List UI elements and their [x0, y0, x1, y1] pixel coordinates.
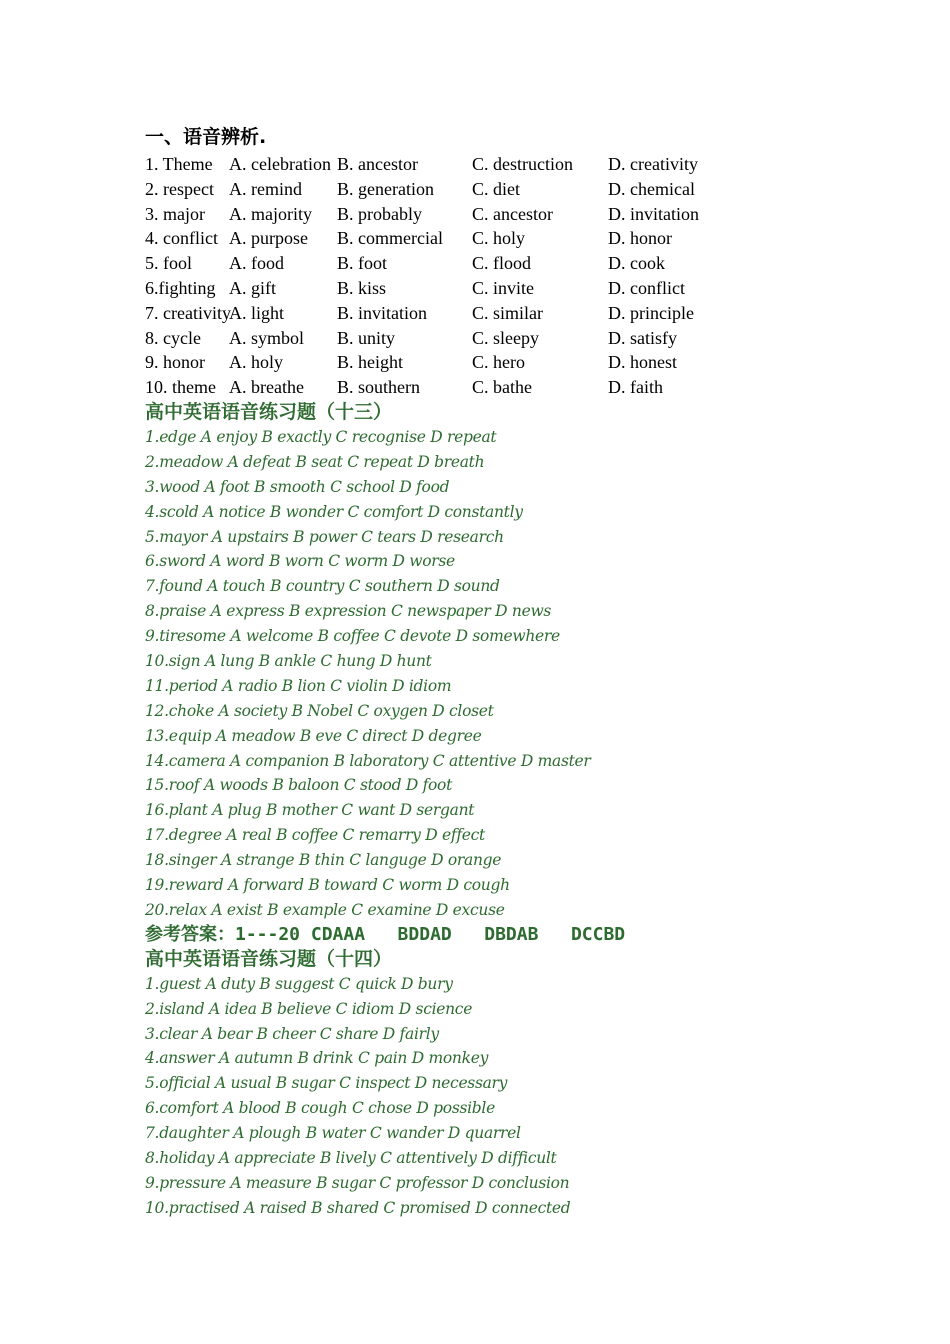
question-row: 1.guest A duty B suggest C quick D bury [145, 974, 453, 993]
option-C: C. invite [472, 277, 534, 298]
question-row [145, 251, 905, 276]
option-B: B. height [337, 352, 403, 373]
option-B: B. unity [337, 327, 396, 348]
question-word: 9. honor [145, 352, 205, 373]
option-B: B. kiss [337, 277, 387, 298]
option-C: C. bathe [472, 377, 532, 398]
question-row: 14.camera A companion B laboratory C attentive D master [145, 751, 591, 770]
option-A: A. gift [229, 277, 276, 298]
question-row: 18.singer A strange B thin C languge D orange [145, 851, 502, 870]
option-A: A. food [229, 253, 284, 274]
option-C: C. flood [472, 253, 532, 274]
question-row: 1.edge A enjoy B exactly C recognise D repeat [145, 427, 497, 446]
option-C: C. diet [472, 178, 520, 199]
option-B: B. invitation [337, 302, 427, 323]
question-row: 8.praise A express B expression C newspaper D news [145, 602, 552, 621]
question-row: 6.comfort A blood B cough C chose D possible [145, 1099, 495, 1118]
question-row: 16.plant A plug B mother C want D sergant [145, 801, 475, 820]
question-row: 20.relax A exist B example C examine D excuse [145, 900, 505, 919]
option-D: D. creativity [608, 154, 698, 174]
question-word: 8. cycle [145, 327, 201, 348]
option-A: A. remind [229, 178, 302, 199]
question-row: 13.equip A meadow B eve C direct D degree [145, 726, 482, 745]
option-D: D. cook [608, 253, 665, 274]
option-D: D. conflict [608, 277, 685, 298]
section-3-list [145, 972, 905, 1221]
question-row [145, 276, 905, 301]
question-row: 7.daughter A plough B water C wander D quarrel [145, 1124, 521, 1143]
section-2-title: 高中英语语音练习题（十三） [145, 400, 393, 423]
question-row: 3.clear A bear B cheer C share D fairly [145, 1024, 439, 1043]
question-row: 11.period A radio B lion C violin D idiom [145, 676, 452, 695]
option-D: D. satisfy [608, 327, 677, 348]
answer-key: 参考答案：1---20 CDAAA BDDAD DBDAB DCCBD [145, 923, 626, 945]
option-A: A. symbol [229, 327, 305, 348]
question-row: 10.sign A lung B ankle C hung D hunt [145, 651, 432, 670]
option-D: D. faith [608, 377, 663, 398]
question-row: 10.practised A raised B shared C promised D connected [145, 1198, 571, 1217]
option-C: C. destruction [472, 154, 573, 174]
question-row: 3.wood A foot B smooth C school D food [145, 477, 450, 496]
content [145, 122, 905, 1221]
question-row: 5.mayor A upstairs B power C tears D research [145, 527, 504, 546]
question-row: 2.meadow A defeat B seat C repeat D breath [145, 452, 485, 471]
question-word: 5. fool [145, 253, 192, 274]
option-D: D. chemical [608, 178, 695, 199]
question-word: 6.fighting [145, 277, 216, 298]
question-word: 1. Theme [145, 154, 213, 174]
option-C: C. hero [472, 352, 525, 373]
question-row: 5.official A usual B sugar C inspect D necessary [145, 1074, 508, 1093]
option-C: C. sleepy [472, 327, 539, 348]
option-B: B. probably [337, 203, 422, 224]
question-row [145, 350, 905, 375]
question-row: 7.found A touch B country C southern D sound [145, 577, 500, 596]
question-row: 2.island A idea B believe C idiom D science [145, 999, 473, 1018]
question-row [145, 202, 905, 227]
question-word: 2. respect [145, 178, 214, 199]
question-row: 6.sword A word B worn C worm D worse [145, 552, 455, 571]
option-A: A. breathe [229, 377, 304, 398]
question-row: 17.degree A real B coffee C remarry D effect [145, 826, 485, 845]
question-row: 15.roof A woods B baloon C stood D foot [145, 776, 453, 795]
section-3-title: 高中英语语音练习题（十四） [145, 947, 393, 970]
question-row [145, 152, 905, 177]
section-2-list [145, 425, 905, 923]
option-A: A. light [229, 302, 285, 323]
question-row: 9.tiresome A welcome B coffee C devote D somewhere [145, 627, 560, 646]
question-row: 19.reward A forward B toward C worm D cough [145, 876, 510, 894]
option-D: D. honor [608, 228, 672, 249]
section-1-list [145, 152, 905, 400]
question-row: 12.choke A society B Nobel C oxygen D closet [145, 701, 494, 720]
option-C: C. holy [472, 228, 526, 249]
question-word: 3. major [145, 203, 205, 224]
question-word: 7. creativity [145, 302, 231, 323]
question-row: 4.answer A autumn B drink C pain D monkey [145, 1049, 489, 1068]
question-word: 4. conflict [145, 228, 218, 249]
question-row [145, 301, 905, 326]
option-B: B. ancestor [337, 154, 418, 174]
question-word: 10. theme [145, 377, 216, 398]
question-row [145, 375, 905, 400]
option-C: C. similar [472, 302, 543, 323]
question-row [145, 326, 905, 351]
option-D: D. principle [608, 302, 694, 323]
option-A: A. majority [229, 203, 312, 224]
question-row [145, 226, 905, 251]
option-A: A. celebration [229, 154, 331, 174]
section-1-title: 一、语音辨析. [145, 126, 267, 148]
option-D: D. invitation [608, 203, 699, 224]
question-row [145, 177, 905, 202]
option-D: D. honest [608, 352, 677, 373]
question-row: 8.holiday A appreciate B lively C attentively D difficult [145, 1149, 557, 1168]
option-A: A. purpose [229, 228, 308, 249]
option-B: B. foot [337, 253, 388, 274]
question-row: 4.scold A notice B wonder C comfort D constantly [145, 502, 523, 521]
question-row: 9.pressure A measure B sugar C professor D conclusion [145, 1173, 570, 1192]
option-B: B. southern [337, 377, 420, 398]
option-C: C. ancestor [472, 203, 553, 224]
option-B: B. generation [337, 178, 434, 199]
option-B: B. commercial [337, 228, 443, 249]
option-A: A. holy [229, 352, 283, 373]
